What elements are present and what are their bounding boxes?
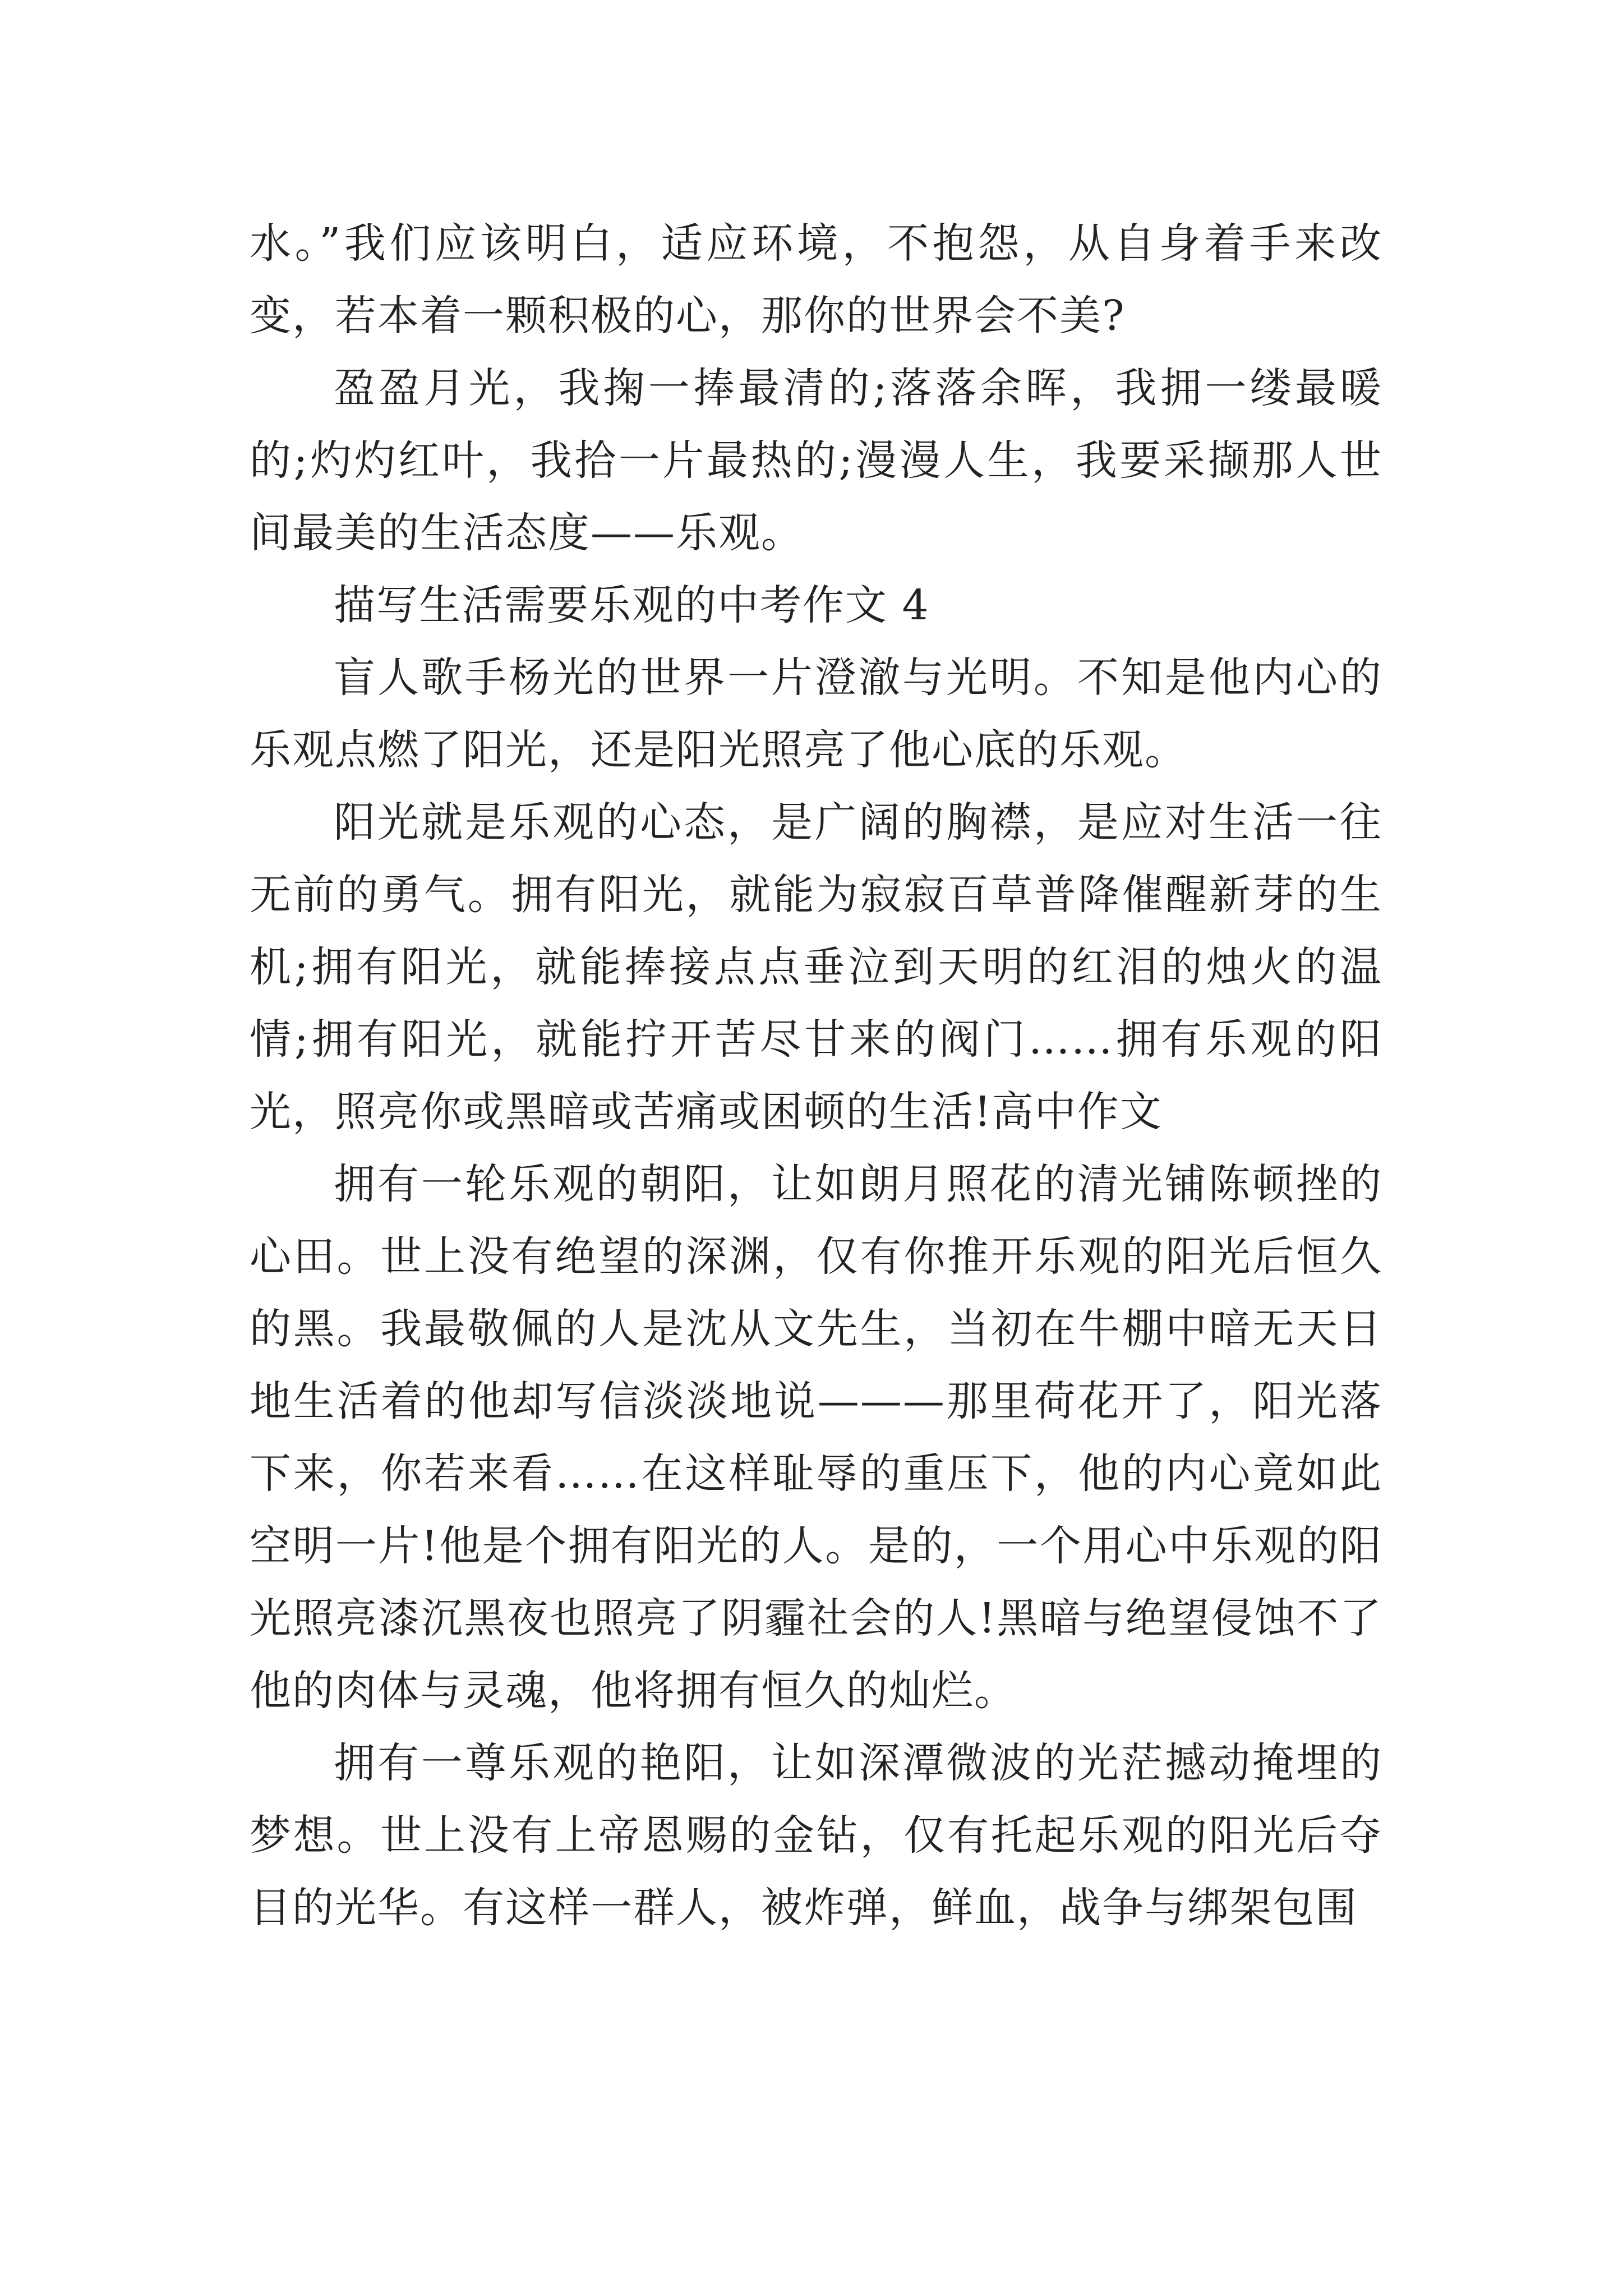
article-body [250, 208, 1382, 1944]
paragraph: 阳光就是乐观的心态，是广阔的胸襟，是应对生活一往无前的勇气。拥有阳光，就能为寂寂百草普降催醒新芽的生机;拥有阳光，就能捧接点点垂泣到天明的红泪的烛火的温情;拥有阳光，就能拧开苦尽甘来的阀门……拥有乐观的阳光，照亮你或黑暗或苦痛或困顿的生活!高中作文 [250, 798, 1382, 1136]
paragraph: 拥有一尊乐观的艳阳，让如深潭微波的光茫撼动掩埋的梦想。世上没有上帝恩赐的金钻，仅有托起乐观的阳光后夺目的光华。有这样一群人，被炸弹，鲜血，战争与绑架包围 [250, 1739, 1382, 1932]
paragraph: 盲人歌手杨光的世界一片澄澈与光明。不知是他内心的乐观点燃了阳光，还是阳光照亮了他心底的乐观。 [250, 654, 1382, 774]
essay-title: 描写生活需要乐观的中考作文 4 [334, 581, 930, 629]
paragraph: 盈盈月光，我掬一捧最清的;落落余晖，我拥一缕最暖的;灼灼红叶，我拾一片最热的;漫漫人生，我要采撷那人世间最美的生活态度——乐观。 [250, 364, 1382, 557]
paragraph-continued: 水。”我们应该明白，适应环境，不抱怨，从自身着手来改变，若本着一颗积极的心，那你的世界会不美? [250, 219, 1382, 340]
paragraph: 拥有一轮乐观的朝阳，让如朗月照花的清光铺陈顿挫的心田。世上没有绝望的深渊，仅有你推开乐观的阳光后恒久的黑。我最敬佩的人是沈从文先生，当初在牛棚中暗无天日地生活着的他却写信淡淡地说———那里荷花开了，阳光落下来，你若来看……在这样耻辱的重压下，他的内心竟如此空明一片!他是个拥有阳光的人。是的，一个用心中乐观的阳光照亮漆沉黑夜也照亮了阴霾社会的人!黑暗与绝望侵蚀不了他的肉体与灵魂，他将拥有恒久的灿烂。 [250, 1160, 1382, 1715]
